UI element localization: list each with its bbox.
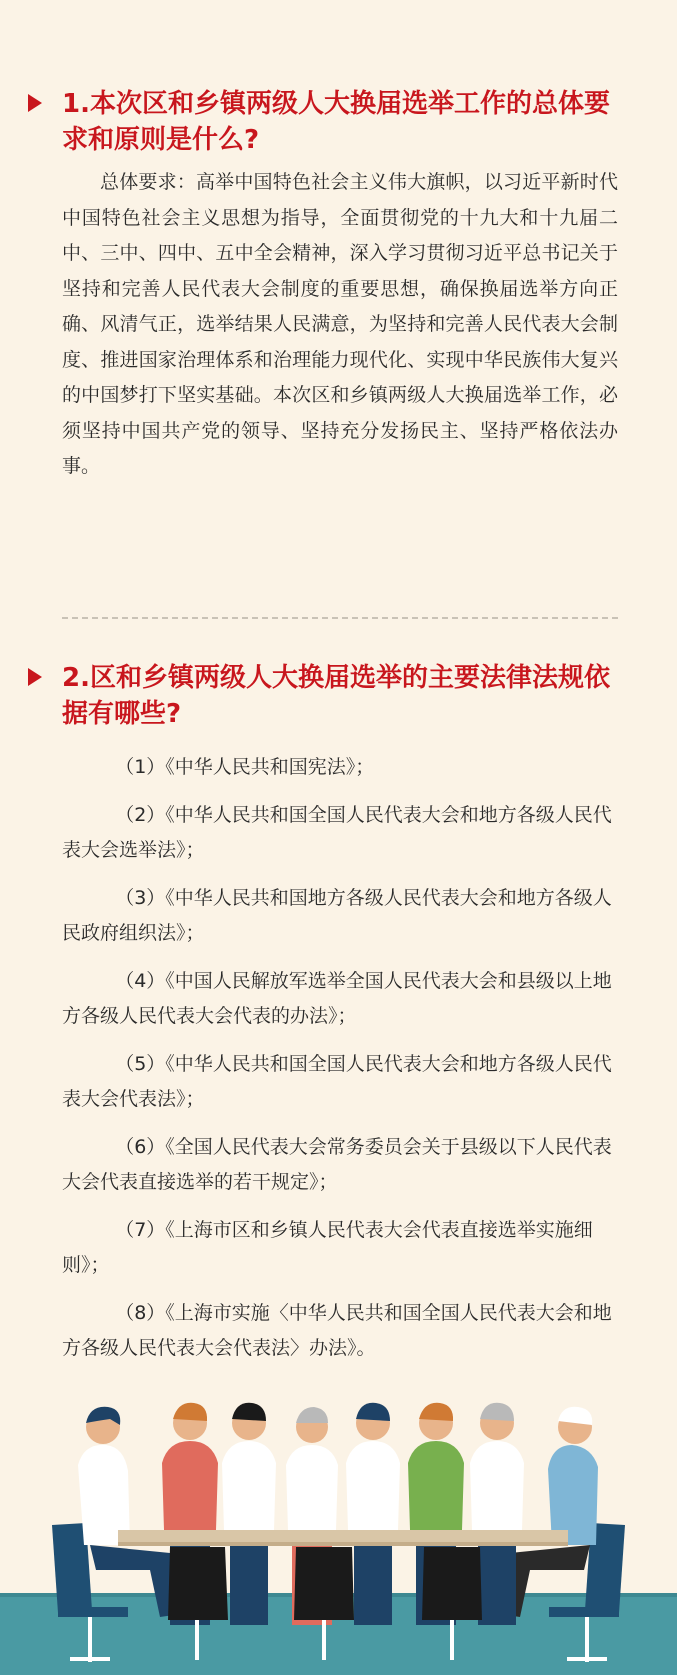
law-item: （5）《中华人民共和国全国人民代表大会和地方各级人民代表大会代表法》；	[62, 1052, 612, 1110]
triangle-marker-icon	[28, 668, 42, 686]
conference-table	[118, 1530, 568, 1546]
meeting-illustration	[0, 1395, 677, 1675]
law-item: （4）《中国人民解放军选举全国人民代表大会和县级以上地方各级人民代表大会代表的办法》；	[62, 969, 612, 1027]
question-1-title: 1.本次区和乡镇两级人大换届选举工作的总体要求和原则是什么?	[62, 89, 610, 155]
law-item: （2）《中华人民共和国全国人民代表大会和地方各级人民代表大会选举法》；	[62, 803, 612, 861]
person-2	[222, 1403, 276, 1625]
law-item: （6）《全国人民代表大会常务委员会关于县级以下人民代表大会代表直接选举的若干规定》；	[62, 1135, 612, 1193]
law-item: （1）《中华人民共和国宪法》；	[115, 756, 375, 778]
section-divider	[62, 617, 618, 619]
question-1-answer: 总体要求：高举中国特色社会主义伟大旗帜，以习近平新时代中国特色社会主义思想为指导，全面贯彻党的十九大和十九届二中、三中、四中、五中全会精神，深入学习贯彻习近平总书记关于坚持和完善人民代表大会制度的重要思想，确保换届选举方向正确、风清气正，选举结果人民满意，为坚持和完善人民代表大会制度、推进国家治理体系和治理能力现代化、实现中华民族伟大复兴的中国梦打下坚实基础。本次区和乡镇两级人大换届选举工作，必须坚持中国共产党的领导、坚持充分发扬民主、坚持严格依法办事。	[62, 171, 618, 477]
law-item: （8）《上海市实施〈中华人民共和国全国人民代表大会和地方各级人民代表大会代表法〉办法》。	[62, 1301, 612, 1359]
law-item: （7）《上海市区和乡镇人民代表大会代表直接选举实施细则》；	[62, 1218, 593, 1276]
law-item: （3）《中华人民共和国地方各级人民代表大会和地方各级人民政府组织法》；	[62, 886, 612, 944]
triangle-marker-icon	[28, 94, 42, 112]
law-list	[62, 750, 618, 1379]
person-left	[78, 1407, 174, 1617]
question-2-title: 2.区和乡镇两级人大换届选举的主要法律法规依据有哪些?	[62, 663, 610, 729]
person-4	[346, 1403, 400, 1625]
